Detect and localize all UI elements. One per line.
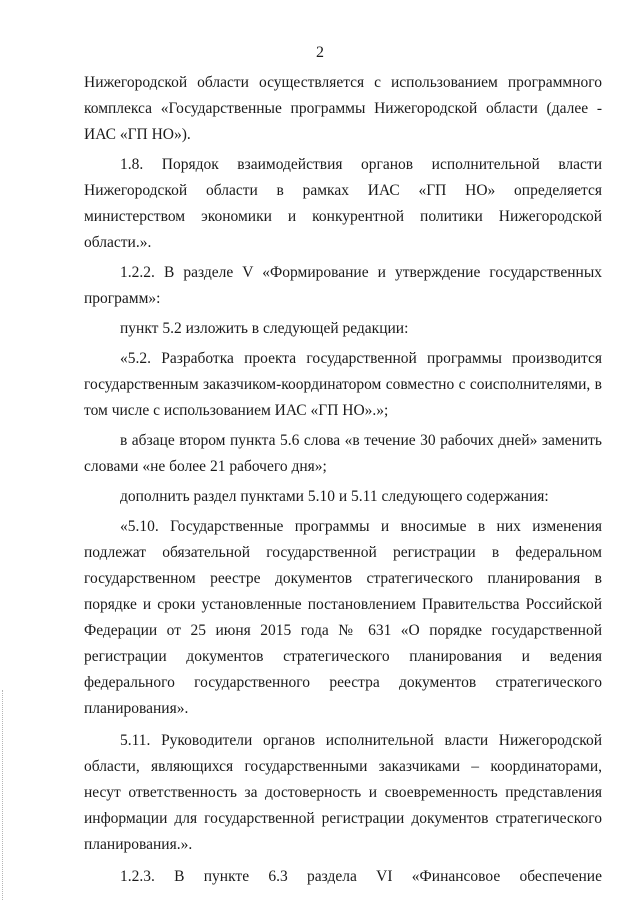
paragraph-item-5-10: «5.10. Государственные программы и вносимые в них изменения подлежат обязательной государственной регистрации в федеральном государственном реестре документов стратегического планирования в порядке и сроки установленные постановлением Правительства Российской Федерации от 25 июня 2015 года № 631 «О порядке государственной регистрации документов стратегического планирования и ведения федерального государственного реестра документов стратегического планирования».: [84, 518, 602, 717]
document-body: [84, 70, 602, 890]
paragraph-1-8: 1.8. Порядок взаимодействия органов исполнительной власти Нижегородской области в рамках ИАС «ГП НО» определяется министерством экономики и конкурентной политики Нижегородской области.».: [84, 156, 602, 251]
paragraph-item-5-2: «5.2. Разработка проекта государственной программы производится государственным заказчиком-координатором совместно с соисполнителями, в том числе с использованием ИАС «ГП НО».»;: [84, 350, 602, 419]
paragraph-1-2-3: 1.2.3. В пункте 6.3 раздела VI «Финансовое обеспечение: [120, 868, 602, 885]
paragraph-add-items: дополнить раздел пунктами 5.10 и 5.11 следующего содержания:: [120, 488, 549, 505]
paragraph-item-5-2-intro: пункт 5.2 изложить в следующей редакции:: [120, 320, 409, 337]
paragraph-1-2-2: 1.2.2. В разделе V «Формирование и утверждение государственных программ»:: [84, 264, 602, 307]
scan-edge-marks: [2, 690, 4, 900]
paragraph-continuation: Нижегородской области осуществляется с использованием программного комплекса «Государственные программы Нижегородской области (далее - ИАС «ГП НО»).: [84, 74, 602, 143]
paragraph-item-5-11: 5.11. Руководители органов исполнительной власти Нижегородской области, являющихся государственными заказчиками – координаторами, несут ответственность за достоверность и своевременность представления информации для государственной регистрации документов стратегического планирования.».: [84, 732, 602, 853]
paragraph-item-5-6: в абзаце втором пункта 5.6 слова «в течение 30 рабочих дней» заменить словами «не более 21 рабочего дня»;: [84, 432, 602, 475]
page-number: 2: [316, 44, 324, 61]
